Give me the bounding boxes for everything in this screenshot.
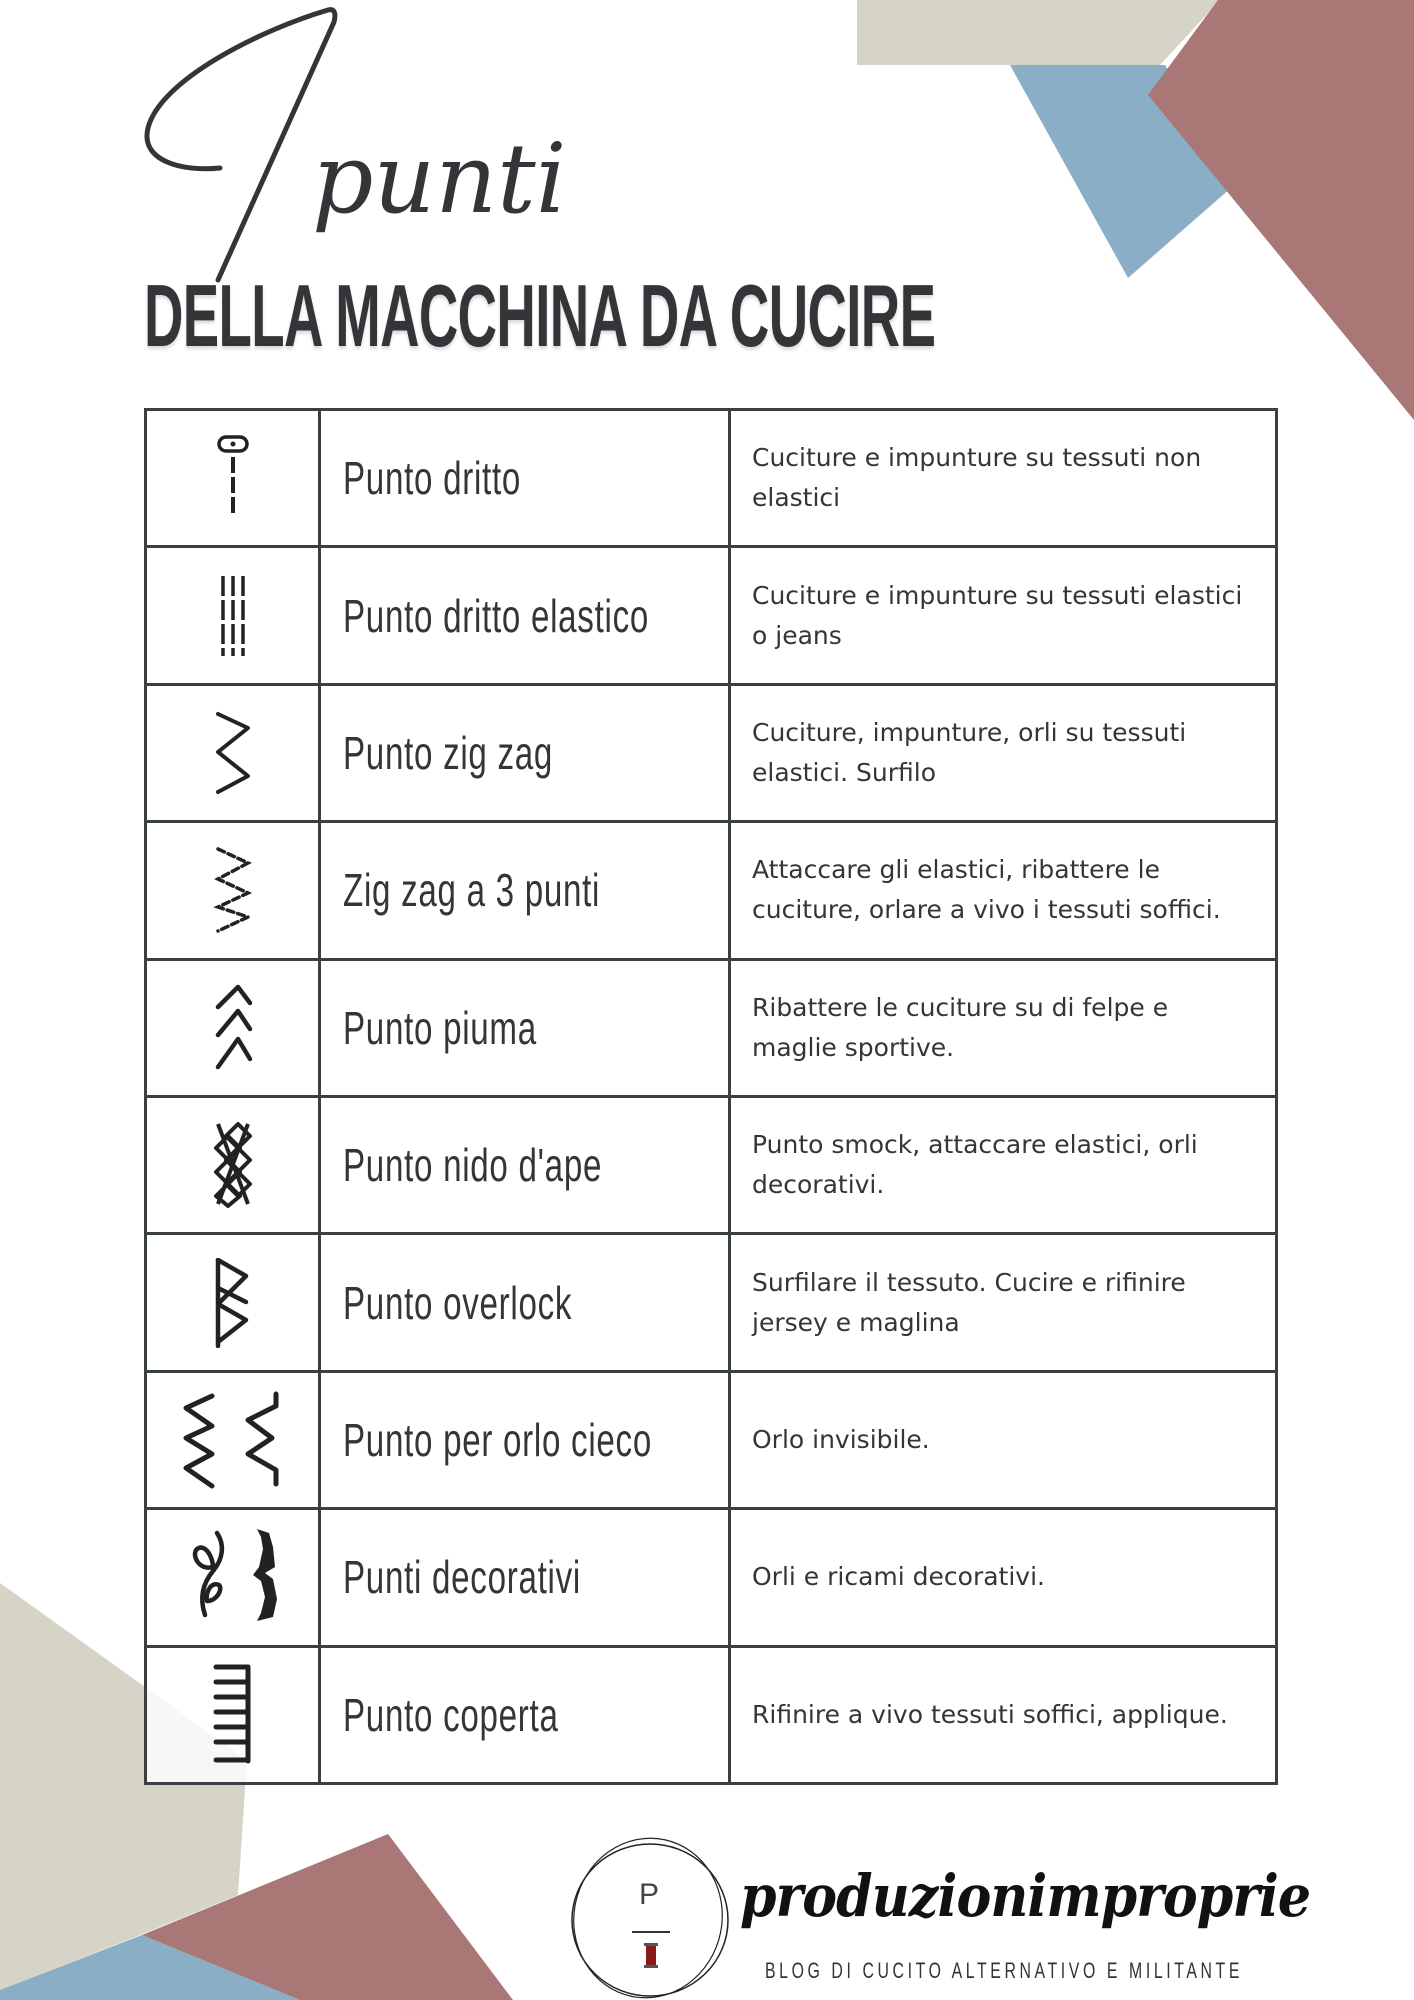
honeycomb-stitch-icon — [147, 1098, 321, 1232]
feather-stitch-icon — [147, 961, 321, 1095]
title-script — [120, 0, 600, 290]
beige-rectangle-top — [857, 0, 1220, 65]
table-row — [147, 823, 1275, 960]
table-row — [147, 411, 1275, 548]
stitch-name: Punto overlock — [343, 1276, 573, 1329]
stitch-name: Punti decorativi — [343, 1551, 581, 1604]
stitch-description: Surfilare il tessuto. Cucire e rifinire jersey e maglina — [752, 1267, 1186, 1337]
blind-hem-stitch-icon — [147, 1373, 321, 1507]
stitch-name: Punto dritto — [343, 452, 522, 505]
stitch-description: Ribattere le cuciture su di felpe e maglie sportive. — [752, 992, 1169, 1062]
table-row — [147, 548, 1275, 685]
stitch-description: Orli e ricami decorativi. — [752, 1562, 1045, 1592]
stitch-name: Punto nido d'ape — [343, 1139, 603, 1192]
stitch-description: Cuciture e impunture su tessuti elastici o jeans — [752, 580, 1243, 650]
title-letter-i — [147, 10, 335, 280]
brand-name: produzionimproprie — [740, 1862, 1311, 1930]
three-step-zigzag-icon — [147, 823, 321, 957]
stitch-name: Punto dritto elastico — [343, 589, 650, 642]
stitch-description: Punto smock, attaccare elastici, orli decorativi. — [752, 1130, 1198, 1200]
stitch-name: Punto coperta — [343, 1688, 559, 1741]
stitch-name: Punto per orlo cieco — [343, 1414, 652, 1467]
stitch-table — [144, 408, 1278, 1785]
stitch-description: Orlo invisibile. — [752, 1425, 930, 1455]
table-row — [147, 686, 1275, 823]
decorative-stitch-icon — [147, 1510, 321, 1644]
stitch-description: Cuciture, impunture, orli su tessuti elastici. Surfilo — [752, 718, 1187, 788]
stitch-description: Rifinire a vivo tessuti soffici, applique. — [752, 1699, 1228, 1729]
stitch-description: Attaccare gli elastici, ribattere le cuciture, orlare a vivo i tessuti soffici. — [752, 855, 1221, 925]
stitch-description: Cuciture e impunture su tessuti non elastici — [752, 443, 1202, 513]
table-row — [147, 1235, 1275, 1372]
blanket-stitch-icon — [147, 1648, 321, 1782]
stretch-straight-stitch-icon — [147, 548, 321, 682]
title-word-punti: punti — [312, 123, 567, 235]
table-row — [147, 1098, 1275, 1235]
zigzag-stitch-icon — [147, 686, 321, 820]
logo-letter: P — [639, 1878, 660, 1911]
stitch-name: Punto zig zag — [343, 727, 554, 780]
logo-circle-icon — [560, 1830, 740, 2000]
stitch-name: Punto piuma — [343, 1001, 537, 1054]
overlock-stitch-icon — [147, 1235, 321, 1369]
brand-tagline: BLOG DI CUCITO ALTERNATIVO E MILITANTE — [765, 1958, 1244, 1983]
straight-stitch-icon — [147, 411, 321, 545]
table-row — [147, 1648, 1275, 1782]
table-row — [147, 1373, 1275, 1510]
table-row — [147, 961, 1275, 1098]
page-subtitle: DELLA MACCHINA DA CUCIRE — [144, 266, 936, 365]
table-row — [147, 1510, 1275, 1647]
stitch-name: Zig zag a 3 punti — [343, 864, 601, 917]
